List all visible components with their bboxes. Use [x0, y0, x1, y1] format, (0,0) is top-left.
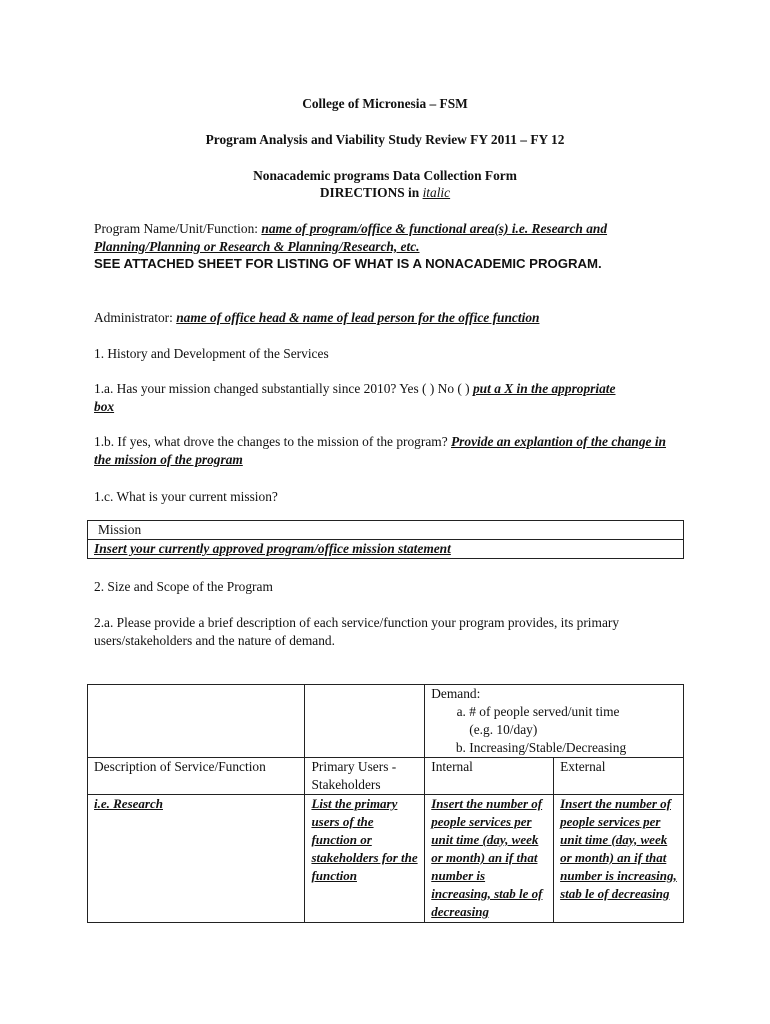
col-header-users: Primary Users - Stakeholders [305, 758, 425, 795]
question-1c: 1.c. What is your current mission? [94, 489, 278, 504]
administrator-field [94, 309, 694, 327]
row-description-cell[interactable]: i.e. Research [88, 795, 305, 923]
section2-heading: 2. Size and Scope of the Program [94, 579, 273, 594]
program-name-label: Program Name/Unit/Function: [94, 221, 262, 236]
directions-italic: italic [422, 185, 451, 200]
demand-item-b: b. Increasing/Stable/Decreasing [469, 739, 677, 757]
program-name-field [94, 220, 694, 256]
demand-a-text: # of people served/unit time [469, 704, 620, 719]
administrator-hint: name of office head & name of lead person for the office function [176, 310, 540, 325]
col-header-internal: Internal [425, 758, 554, 795]
directions-line [0, 184, 770, 201]
row-users-cell[interactable]: List the primary users of the function or stakeholders for the function [305, 795, 425, 923]
question-2a: 2.a. Please provide a brief description of each service/function your program provides, its primary users/stakeholders and the nature of demand. [94, 615, 620, 648]
col-header-external: External [554, 758, 684, 795]
row-external-cell[interactable]: Insert the number of people services per unit time (day, week or month) an if that number is increasing, stab le of decreasing [554, 795, 684, 923]
program-name-hint: name of program/office & functional area(s) i.e. Research and Planning/Planning or Research & Planning/Research, etc. [94, 221, 608, 254]
administrator-label: Administrator: [94, 310, 177, 325]
mission-label-cell: Mission [88, 521, 684, 540]
form-title: Nonacademic programs Data Collection Form [253, 168, 517, 183]
row-internal-cell[interactable]: Insert the number of people services per unit time (day, week or month) an if that number is increasing, stab le of decreasing [425, 795, 554, 923]
college-title: College of Micronesia – FSM [302, 96, 468, 111]
demand-item-a [469, 703, 677, 739]
mission-input-cell[interactable]: Insert your currently approved program/office mission statement [88, 540, 684, 559]
col-header-description: Description of Service/Function [88, 758, 305, 795]
nonacademic-notice: SEE ATTACHED SHEET FOR LISTING OF WHAT IS A NONACADEMIC PROGRAM. [94, 256, 602, 271]
demand-title: Demand: [431, 686, 481, 701]
question-1a-hint: put a X in the appropriate box [94, 381, 616, 414]
question-1b-hint: Provide an explantion of the change in the mission of the program [94, 434, 667, 467]
question-1b [94, 433, 684, 469]
service-table [87, 684, 684, 923]
section1-heading: 1. History and Development of the Services [94, 346, 329, 361]
demand-header-cell [425, 685, 684, 758]
question-1b-text: 1.b. If yes, what drove the changes to the mission of the program? [94, 434, 451, 449]
question-1a [94, 380, 624, 416]
question-1a-text: 1.a. Has your mission changed substantially since 2010? Yes ( ) No ( ) [94, 381, 473, 396]
mission-table [87, 520, 684, 559]
demand-a-example: (e.g. 10/day) [469, 722, 538, 737]
directions-prefix: DIRECTIONS in [319, 185, 423, 200]
blank-header-cell-2 [305, 685, 425, 758]
demand-list [431, 703, 677, 757]
review-title: Program Analysis and Viability Study Review FY 2011 – FY 12 [205, 132, 565, 147]
blank-header-cell-1 [88, 685, 305, 758]
